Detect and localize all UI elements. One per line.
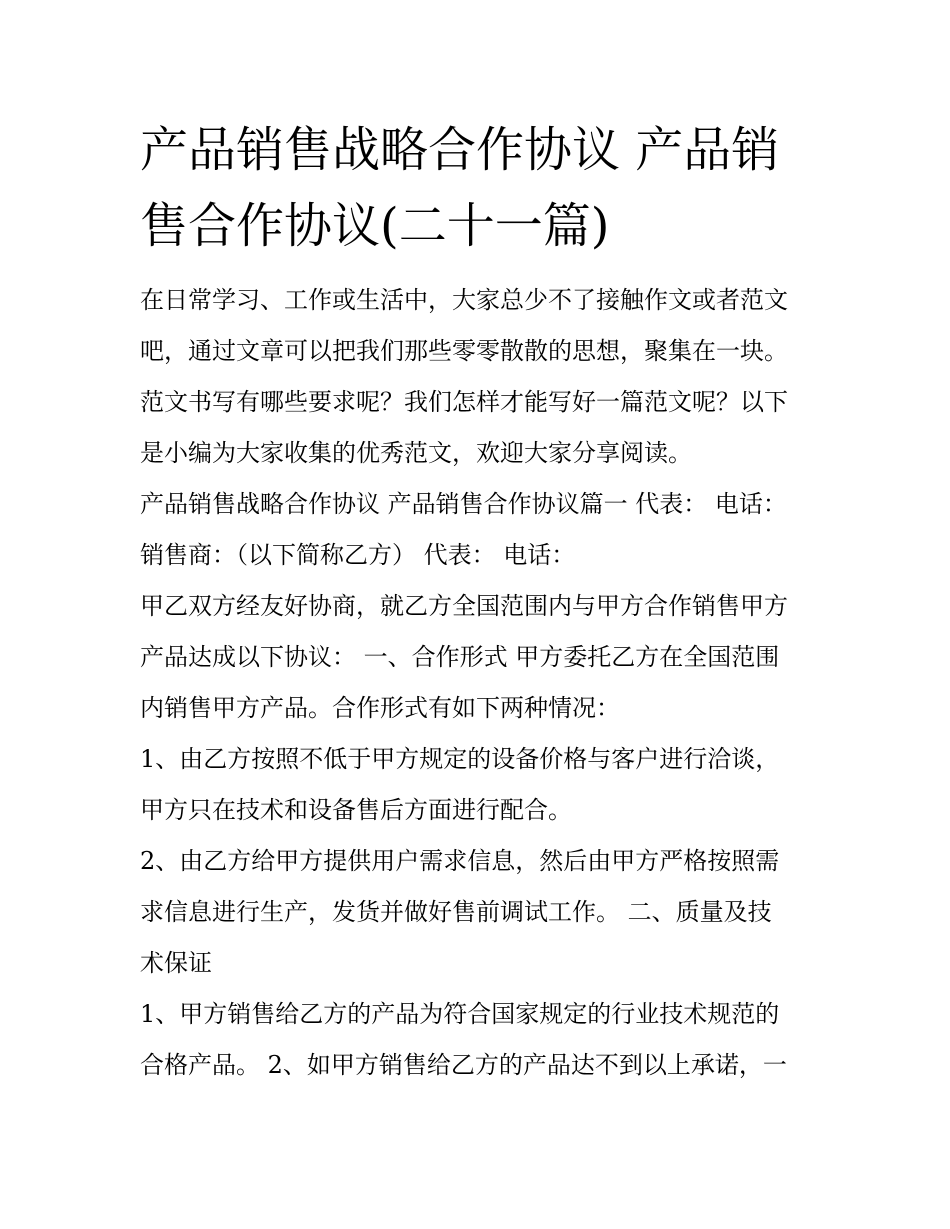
document-title [140, 112, 820, 264]
body-line: 产品达成以下协议： 一、合作形式 甲方委托乙方在全国范围 [140, 643, 780, 671]
body-line: 甲乙双方经友好协商，就乙方全国范围内与甲方合作销售甲方 [140, 592, 788, 620]
body-line: 甲方只在技术和设备售后方面进行配合。 [140, 796, 572, 824]
body-line: 范文书写有哪些要求呢？我们怎样才能写好一篇范文呢？以下 [140, 388, 788, 416]
body-line: 2、由乙方给甲方提供用户需求信息，然后由甲方严格按照需 [140, 847, 780, 875]
body-line: 产品销售战略合作协议 产品销售合作协议篇一 代表： 电话： [140, 490, 787, 518]
body-line: 合格产品。 2、如甲方销售给乙方的产品达不到以上承诺，一 [140, 1051, 787, 1079]
body-line: 吧，通过文章可以把我们那些零零散散的思想，聚集在一块。 [140, 337, 788, 365]
title-line: 售合作协议(二十一篇) [140, 198, 610, 254]
body-line: 在日常学习、工作或生活中，大家总少不了接触作文或者范文 [140, 286, 788, 314]
title-line: 产品销售战略合作协议 产品销 [140, 122, 780, 178]
body-line: 内销售甲方产品。合作形式有如下两种情况： [140, 694, 620, 722]
body-line: 求信息进行生产，发货并做好售前调试工作。 二、质量及技 [140, 898, 772, 926]
body-line: 销售商：（以下简称乙方） 代表： 电话： [140, 541, 576, 569]
body-line: 术保证 [140, 949, 212, 977]
body-line: 是小编为大家收集的优秀范文，欢迎大家分享阅读。 [140, 439, 692, 467]
body-line: 1、甲方销售给乙方的产品为符合国家规定的行业技术规范的 [140, 1000, 780, 1028]
body-line: 1、由乙方按照不低于甲方规定的设备价格与客户进行洽谈， [140, 745, 780, 773]
